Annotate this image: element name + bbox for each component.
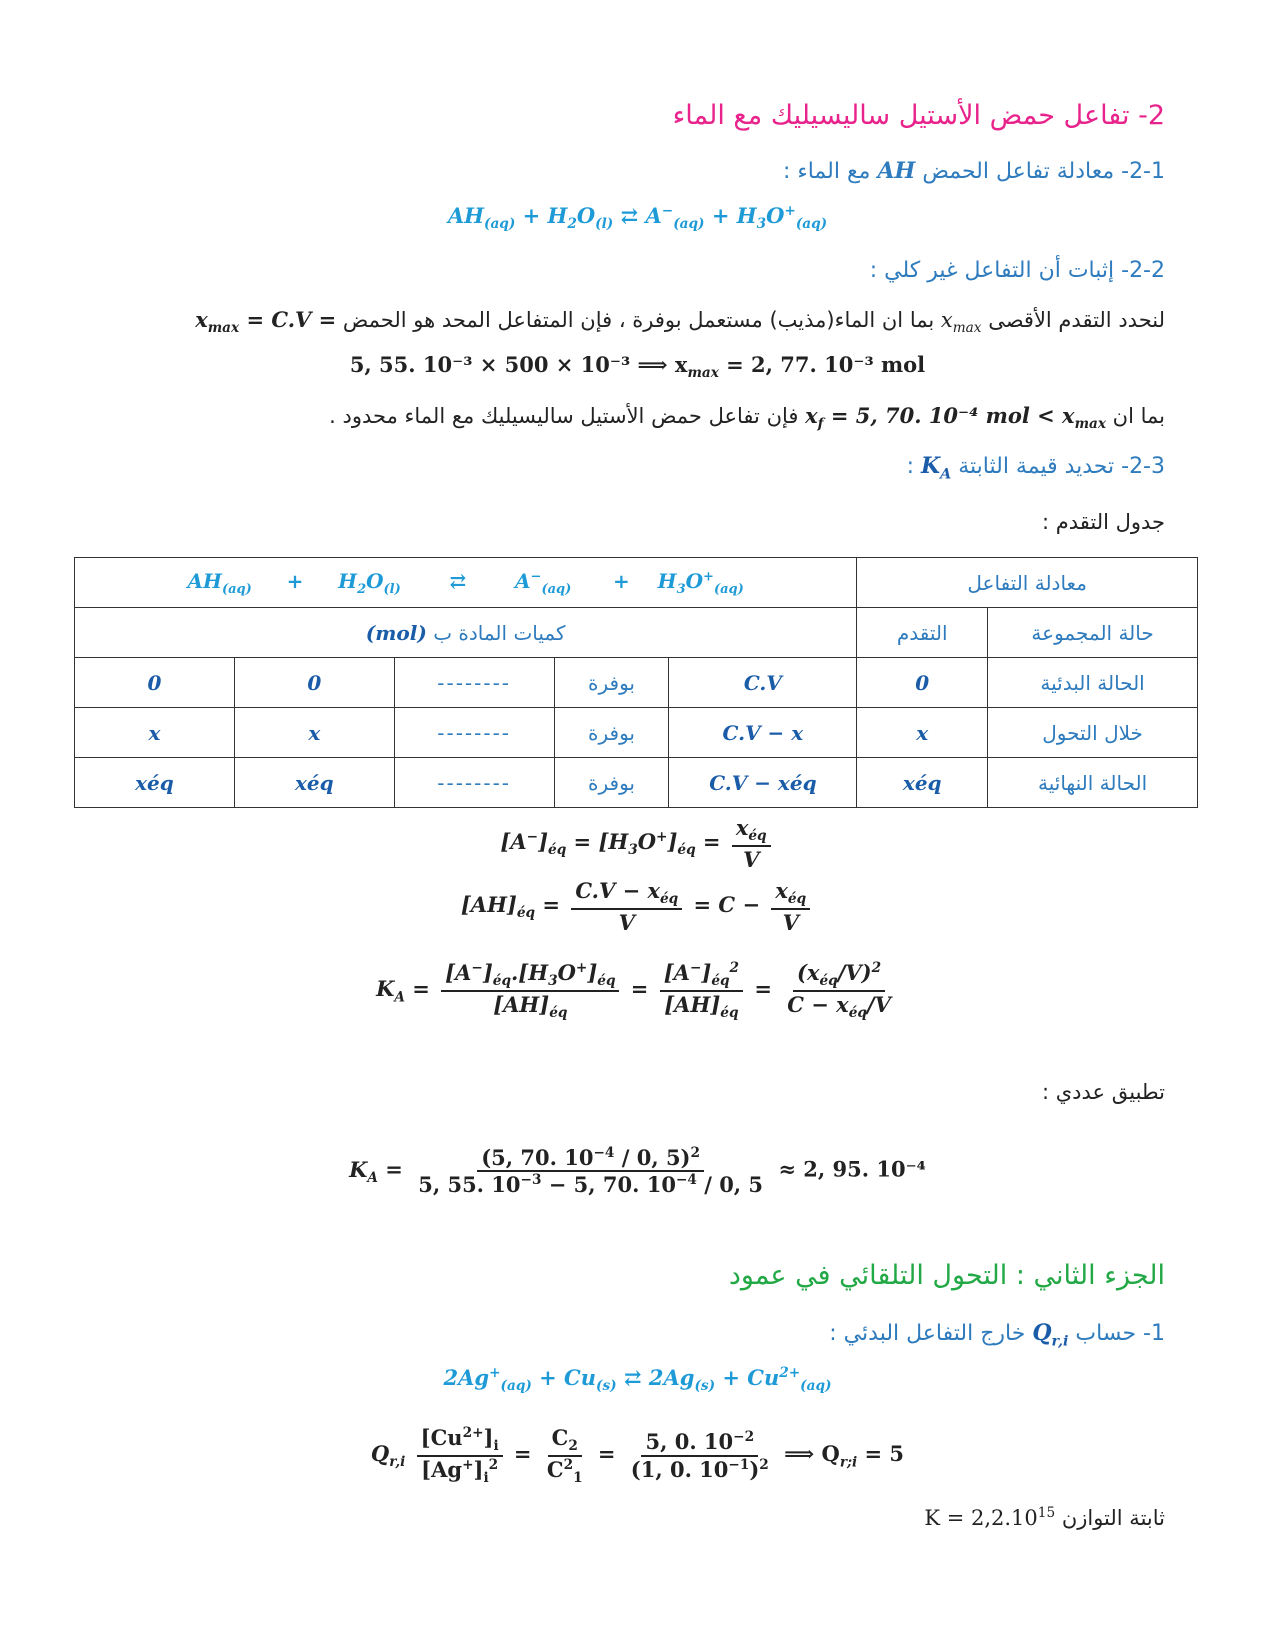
s23-ka bbox=[921, 453, 952, 483]
eq-h3o-charge: + bbox=[784, 203, 796, 219]
s22-xf: x bbox=[805, 403, 818, 428]
subsection-2-2 bbox=[870, 258, 1165, 283]
frac-ka-numeric: $\frac{(5, 70. 10^{-4} / 0, 5)^2}{5, 55. 10^{-3} - 5, 70. 10^{-4} / 0, 5}$ bbox=[418, 1145, 764, 1198]
s22-line2 bbox=[0, 352, 1275, 381]
amounts-label: كميات المادة ب bbox=[433, 620, 566, 645]
cell-state: الحالة النهائية bbox=[988, 758, 1198, 808]
s22-calc-end: = 2, 77. 10⁻³ mol bbox=[718, 352, 926, 377]
k-value-text: K = 2,2.10 bbox=[924, 1506, 1038, 1530]
part2-s1 bbox=[829, 1320, 1165, 1349]
part2-title bbox=[729, 1260, 1165, 1291]
s22-line3 bbox=[65, 403, 1165, 432]
s22-max: max bbox=[952, 320, 982, 337]
table-header-amounts bbox=[75, 608, 857, 658]
eq-h3o-state: (aq) bbox=[795, 216, 828, 233]
s23-k: K bbox=[921, 453, 941, 479]
frac-ka3: $\frac{(x_{éq}/V)^2}{C - x_{éq}/V}$ bbox=[787, 960, 891, 1021]
cell-water: -------- bbox=[394, 658, 554, 708]
eq-2: 2 bbox=[567, 216, 577, 233]
eq-a-charge: − bbox=[661, 203, 674, 219]
s22-text2: بما ان الماء(مذيب) مستعمل بوفرة ، فإن المتفاعل المحد هو الحمض bbox=[342, 308, 935, 332]
eq-h: H bbox=[547, 203, 568, 228]
eq-ah-state: (aq) bbox=[484, 216, 516, 233]
eq-o: O bbox=[576, 203, 596, 228]
cell-excess: بوفرة bbox=[554, 658, 669, 708]
k-label: ثابتة التوازن bbox=[1061, 1506, 1165, 1530]
section-title bbox=[673, 100, 1165, 131]
cell-a: 0 bbox=[234, 658, 394, 708]
part2-title-text: الجزء الثاني : التحول التلقائي في عمود bbox=[728, 1260, 1165, 1291]
eq-3: 3 bbox=[756, 216, 767, 233]
s22-label: 2-2- إثبات أن التفاعل غير كلي : bbox=[869, 258, 1165, 283]
cell-a: xéq bbox=[234, 758, 394, 808]
eq-ah: AH bbox=[447, 203, 485, 228]
cell-ah: C.V − x bbox=[669, 708, 857, 758]
s22-cv: = C.V = bbox=[246, 307, 337, 332]
formula-qri: $Q_{r,i}$ $\frac{[Cu^{2+}]_i}{[Ag^+]_i^2}$ = $\frac{C_2}{C^2_1}$ = $\frac{5, 0. 10^{-2}}{(1, 0. 10^{-1})^2}$ ⟹ $Q_{r;i} = 5$ bbox=[370, 1425, 905, 1486]
cell-h3o: xéq bbox=[75, 758, 235, 808]
eq-arrow: ⇄ bbox=[613, 203, 646, 228]
formula-ka: $K_A$ = $\frac{[A^-]_{éq}.[H_3O^+]_{éq}}{[AH]_{éq}}$ = $\frac{[A^-]_{éq}^2}{[AH]_{éq}}$ = $\frac{(x_{éq}/V)^2}{C - x_{éq}/V}$ bbox=[0, 960, 1275, 1021]
k-value bbox=[924, 1506, 1055, 1530]
s23-a: A bbox=[940, 466, 952, 483]
s22-line1 bbox=[65, 307, 1165, 336]
part2-q-sub: r,i bbox=[1051, 1333, 1069, 1350]
cell-ah: C.V − xéq bbox=[669, 758, 857, 808]
equilibrium-constant bbox=[924, 1505, 1165, 1530]
s23-colon: : bbox=[906, 454, 921, 479]
s22-xmax bbox=[940, 308, 982, 337]
formula-concentrations: $[A^-]_{éq} = [H_3O^+]_{éq}$ = $\frac{x_{éq}}{V}$ bbox=[0, 815, 1275, 872]
s22-f: f bbox=[817, 416, 824, 433]
eq-water-state: (l) bbox=[595, 216, 614, 233]
eq-plus2: + bbox=[704, 203, 737, 228]
amounts-unit: (mol) bbox=[365, 620, 427, 645]
s21-label-post: مع الماء : bbox=[782, 159, 871, 184]
s22-calc-sub: max bbox=[687, 365, 719, 382]
cell-a: x bbox=[234, 708, 394, 758]
part2-q-letter: Q bbox=[1032, 1320, 1052, 1346]
subsection-2-1 bbox=[783, 158, 1165, 184]
section-title-text: 2- تفاعل حمض الأستيل ساليسيليك مع الماء bbox=[672, 100, 1165, 131]
cell-water: -------- bbox=[394, 758, 554, 808]
numeric-label bbox=[1042, 1080, 1165, 1104]
s23-label: 2-3- تحديد قيمة الثابتة bbox=[958, 454, 1165, 479]
frac-xeq-v2: $\frac{x_{éq}}{V}$ bbox=[771, 878, 810, 935]
numeric-label-text: تطبيق عددي : bbox=[1041, 1080, 1165, 1104]
table-equation-cell: $AH_{(aq)}$ + $H_2O_{(l)}$ ⇄ $A^-_{(aq)}$ + $H_3O^+_{(aq)}$ bbox=[75, 558, 857, 608]
cell-water: -------- bbox=[394, 708, 554, 758]
eq-a-state: (aq) bbox=[673, 216, 705, 233]
k-exp: 15 bbox=[1037, 1505, 1056, 1521]
frac-qri2: $\frac{C_2}{C^2_1}$ bbox=[546, 1425, 583, 1486]
qri-arrow: ⟹ Q bbox=[784, 1441, 840, 1467]
cell-progress: x bbox=[857, 708, 988, 758]
cell-excess: بوفرة bbox=[554, 758, 669, 808]
progress-table bbox=[74, 557, 1198, 808]
cell-h3o: x bbox=[75, 708, 235, 758]
table-header-state: حالة المجموعة bbox=[988, 608, 1198, 658]
s22-text1: لنحدد التقدم الأقصى bbox=[988, 308, 1165, 332]
formula-ah: $[AH]_{éq}$ = $\frac{C.V - x_{éq}}{V}$ = C − $\frac{x_{éq}}{V}$ bbox=[0, 878, 1275, 935]
table-row-header bbox=[75, 608, 1198, 658]
cell-progress: xéq bbox=[857, 758, 988, 808]
subsection-2-3 bbox=[907, 453, 1165, 482]
eq-o2: O bbox=[766, 203, 785, 228]
cell-state: الحالة البدئية bbox=[988, 658, 1198, 708]
s22-calc: 5, 55. 10⁻³ × 500 × 10⁻³ ⟹ x bbox=[349, 352, 688, 377]
s22-l3-max: max bbox=[1074, 416, 1106, 433]
table-title bbox=[1042, 510, 1165, 534]
s22-xmax-eq: $x_{max} = C.V$ = bbox=[195, 307, 337, 337]
s21-acid: AH bbox=[877, 158, 916, 184]
s22-l3-post: فإن تفاعل حمض الأستيل ساليسيليك مع الماء محدود . bbox=[329, 404, 799, 428]
table-header-progress: التقدم bbox=[857, 608, 988, 658]
table-row bbox=[75, 658, 1198, 708]
cell-h3o: 0 bbox=[75, 658, 235, 708]
frac-xeq-v: $\frac{x_{éq}}{V}$ bbox=[732, 815, 771, 872]
frac-qri1: $\frac{[Cu^{2+}]_i}{[Ag^+]_i^2}$ bbox=[417, 1425, 503, 1486]
part2-s1-post: خارج التفاعل البدئي : bbox=[829, 1321, 1026, 1346]
qri-sub: r;i bbox=[839, 1454, 858, 1471]
cell-excess: بوفرة bbox=[554, 708, 669, 758]
reaction-equation bbox=[0, 203, 1275, 232]
s22-l3-math bbox=[805, 403, 1106, 433]
s22-x: x bbox=[940, 308, 953, 332]
frac-ah: $\frac{C.V - x_{éq}}{V}$ bbox=[571, 878, 682, 935]
cell-state: خلال التحول bbox=[988, 708, 1198, 758]
frac-ka1: $\frac{[A^-]_{éq}.[H_3O^+]_{éq}}{[AH]_{éq}}$ bbox=[441, 960, 619, 1021]
qri-value: = 5 bbox=[857, 1441, 905, 1467]
cell-ah: C.V bbox=[669, 658, 857, 708]
table-title-text: جدول التقدم : bbox=[1041, 510, 1165, 534]
eq-plus: + bbox=[515, 203, 548, 228]
eq-a: A bbox=[645, 203, 662, 228]
table-header-reaction: معادلة التفاعل bbox=[857, 558, 1198, 608]
frac-ka2: $\frac{[A^-]_{éq}^2}{[AH]_{éq}}$ bbox=[660, 960, 743, 1021]
eq-h3: H bbox=[736, 203, 757, 228]
table-row bbox=[75, 708, 1198, 758]
cell-progress: 0 bbox=[857, 658, 988, 708]
part2-s1-pre: 1- حساب bbox=[1075, 1321, 1165, 1346]
table-row bbox=[75, 758, 1198, 808]
table-row-equation bbox=[75, 558, 1198, 608]
s22-l3-eq: = 5, 70. 10⁻⁴ mol < x bbox=[823, 403, 1075, 428]
s22-l3-pre: بما ان bbox=[1112, 404, 1165, 428]
frac-qri3: $\frac{5, 0. 10^{-2}}{(1, 0. 10^{-1})^2}$ bbox=[630, 1429, 769, 1482]
ka-result: ≈ 2, 95. 10⁻⁴ bbox=[778, 1156, 926, 1182]
s21-label: 2-1- معادلة تفاعل الحمض bbox=[922, 159, 1165, 184]
part2-q bbox=[1032, 1320, 1069, 1350]
formula-ka-numeric: $K_A$ = $\frac{(5, 70. 10^{-4} / 0, 5)^2}{5, 55. 10^{-3} - 5, 70. 10^{-4} / 0, 5}$ ≈ 2, 95. 10⁻⁴ bbox=[349, 1145, 926, 1198]
pile-reaction: $2Ag^+_{(aq)} + Cu_{(s)}$ ⇄ $2Ag_{(s)} + Cu^{2+}_{(aq)}$ bbox=[443, 1365, 832, 1395]
